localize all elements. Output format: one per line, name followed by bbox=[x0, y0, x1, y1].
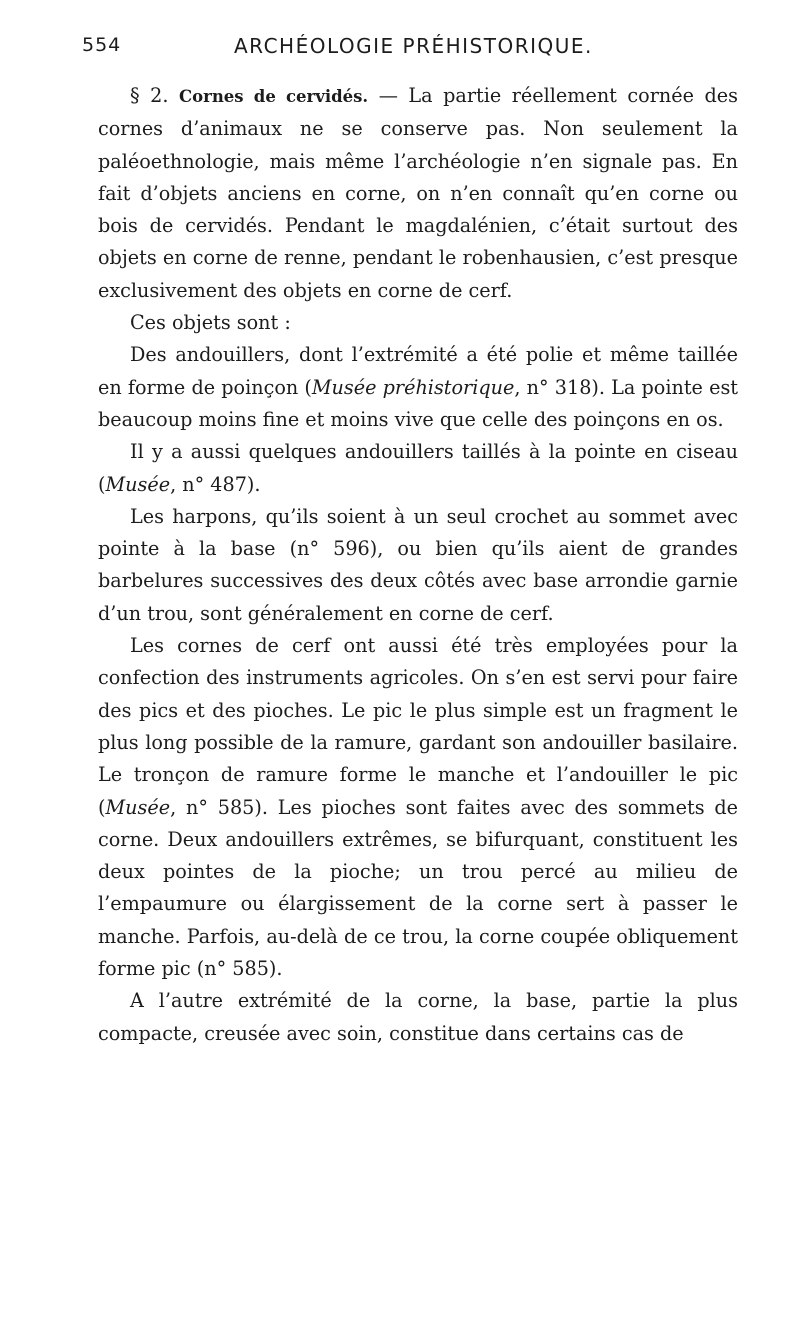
paragraph-instruments-agricoles bbox=[98, 630, 738, 985]
paragraph-text: — La partie réellement cornée des cornes d’animaux ne se conserve pas. Non seulement la paléoethnologie, mais même l’archéologie n’en signale pas. En fait d’objets anciens en corne, on n’en connaît qu’en corne ou bois de cervidés. Pendant le magdalénien, c’était surtout des objets en corne de renne, pendant le robenhausien, c’est presque exclusivement des objets en corne de cerf. bbox=[98, 84, 738, 302]
paragraph-harpons bbox=[98, 501, 738, 630]
paragraph-text: Des andouillers, dont l’extrémité a été polie et même taillée en forme de poinçon ( bbox=[98, 343, 738, 399]
body-text bbox=[98, 80, 738, 1050]
paragraph-autre-extremite bbox=[98, 985, 738, 1050]
paragraph-andouillers-poincon bbox=[98, 339, 738, 436]
paragraph-text: , n° 585). Les pioches sont faites avec des sommets de corne. Deux andouillers extrêmes, se bifurquant, constituent les deux pointes de la pioche; un trou percé au milieu de l’empaumure ou élargissement de la corne sert à passer le manche. Parfois, au-delà de ce trou, la corne coupée obliquement forme pic (n° 585). bbox=[98, 795, 738, 981]
paragraph-text: Les cornes de cerf ont aussi été très employées pour la confection des instruments agricoles. On s’en est servi pour faire des pics et des pioches. Le pic le plus simple est un fragment le plus long possible de la ramure, gardant son andouiller basilaire. Le tronçon de ramure forme le manche et l’andouiller le pic ( bbox=[98, 634, 738, 819]
museum-reference: Musée bbox=[105, 472, 171, 496]
paragraph-andouillers-ciseau bbox=[98, 436, 738, 501]
page-number: 554 bbox=[82, 34, 122, 56]
paragraph-text: Il y a aussi quelques andouillers taillés à la pointe en ciseau ( bbox=[98, 440, 738, 496]
paragraph-text: , n° 318). La pointe est beaucoup moins fine et moins vive que celle des poinçons en os. bbox=[98, 375, 738, 431]
museum-reference: Musée bbox=[105, 795, 171, 819]
paragraph-text: , n° 487). bbox=[170, 472, 261, 496]
section-number: § 2. bbox=[130, 84, 179, 107]
section-heading: Cornes de cervidés. bbox=[178, 87, 369, 106]
paragraph-text: Ces objets sont : bbox=[130, 311, 291, 335]
museum-reference: Musée préhistorique bbox=[311, 375, 515, 399]
paragraph-ces-objets bbox=[98, 307, 738, 339]
page-header bbox=[82, 34, 754, 64]
paragraph-cornes-de-cervides bbox=[98, 80, 738, 307]
paragraph-text: Les harpons, qu’ils soient à un seul crochet au sommet avec pointe à la base (n° 596), ou bien qu’ils aient de grandes barbelures successives des deux côtés avec base arrondie garnie d’un trou, sont généralement en corne de cerf. bbox=[98, 504, 738, 625]
paragraph-text: A l’autre extrémité de la corne, la base, partie la plus compacte, creusée avec soin, constitue dans certains cas de bbox=[98, 989, 738, 1045]
running-title: ARCHÉOLOGIE PRÉHISTORIQUE. bbox=[234, 34, 593, 58]
